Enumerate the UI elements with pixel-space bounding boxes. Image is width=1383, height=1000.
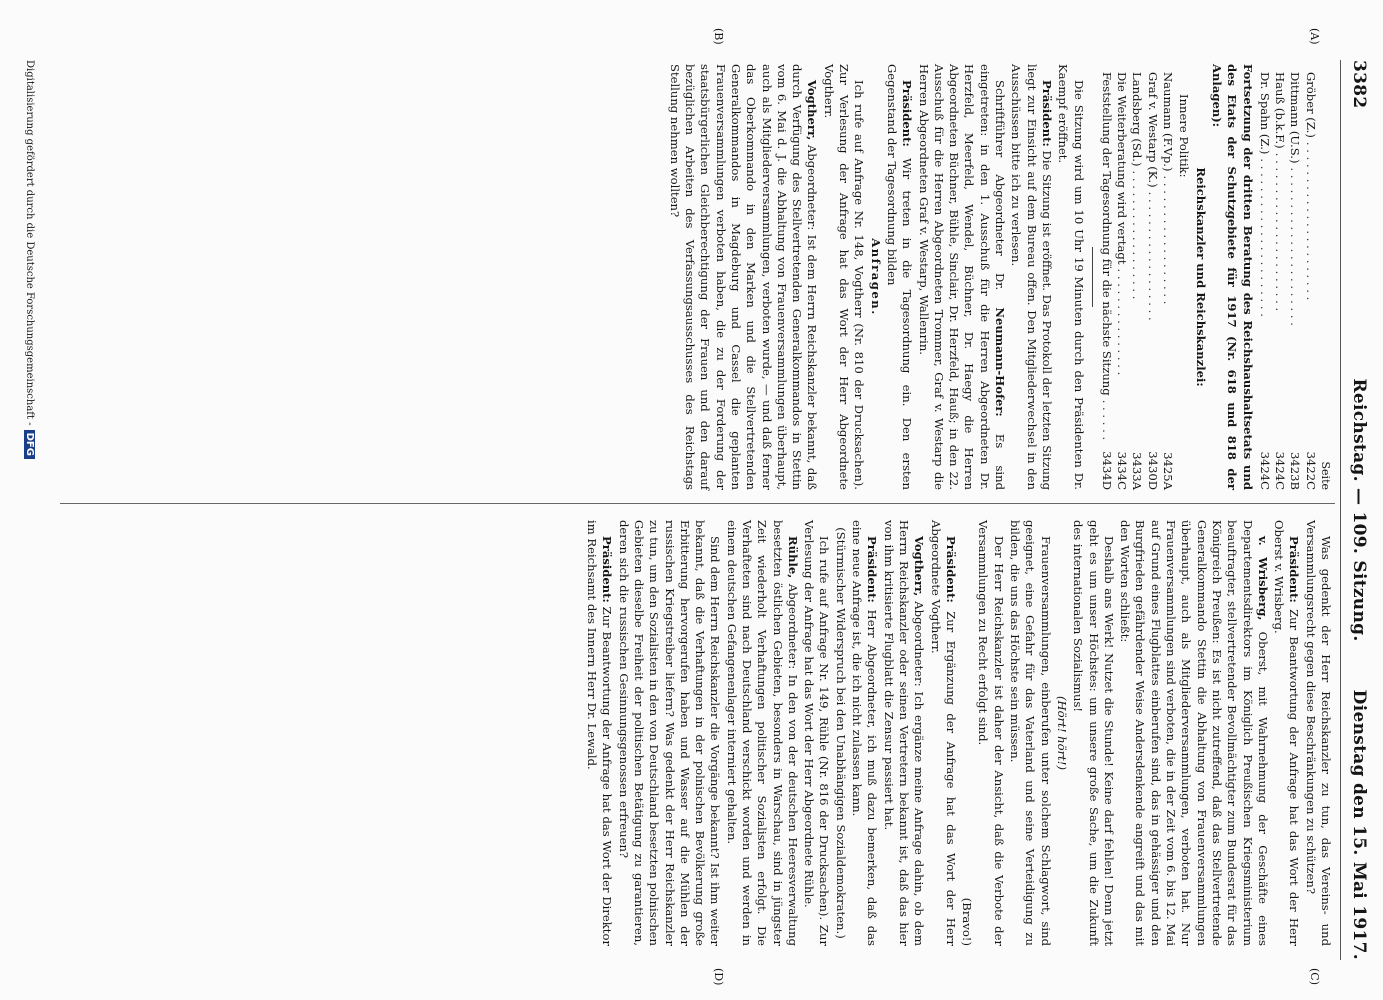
speaker-name: v. Wrisberg, [1255,536,1270,621]
footer-text: Digitalisierung gefördert durch die Deutsche Forschungsgemeinschaft - [24,60,35,426]
speech-text: Es sind eingetreten: in den 1. Ausschuß für die Herren Abgeordneten Dr. Herzfeld, Meerfeld, Wendel, Büchner, Dr. Haegy die Herren Abgeordneten Büchner, Bühle, Sinclair, Dr. Herzfeld, Hauß; in den 22. Ausschuß für die Herren Abgeordneten Trommer, Graf v. Westarp die Herren Abgeordneten Graf v. Westarp, Wallenrin. [916,64,1008,491]
page-header [1343,60,1369,960]
speech-text: Zur Ergänzung der Anfrage hat das Wort der Herr Abgeordnete Vogtherr. [928,520,958,946]
page-number: 3382 [1349,60,1369,109]
praesident-paragraph-4 [927,520,958,946]
speaker-role: Abgeordneter: [785,583,800,670]
ruehle-paragraph-2: Sind dem Herrn Reichskanzler die Vorgänge bekannt? Ist ihm weiter bekannt, daß die Verhaftungen in der polnischen Bevölkerung große Erbitterung hervorgerufen haben und Wasser auf die Mühlen der russischen Kriegstreiber liefern? Was gedenkt der Herr Reichskanzler zu tun, um den Sozialisten in den von Deutschland besetzten polnischen Gebieten dieselbe Freiheit der politischen Betätigung zu garantieren, deren sich die russischen Gesinnungsgenossen erfreuen? [616,520,723,946]
wrisberg-paragraph [1117,520,1270,946]
margin-mark-b: (B) [712,28,725,45]
anfragen-heading: Anfragen. [868,238,883,316]
interjection-hoert: (Hört! hört!) [1054,696,1069,770]
speaker-name: Präsident: [865,536,880,603]
speaker-name: Präsident: [900,80,915,147]
praesident-paragraph-1 [1008,64,1054,490]
speech-text: Die Sitzung ist eröffnet. Das Protokoll der letzten Sitzung liegt zur Einsicht auf dem Bureau offen. Den Mitgliederwechsel in den Ausschüssen bitte ich zu verlesen. [1009,64,1054,490]
header-rule [1340,60,1341,960]
toc-weiterberatung-page: 3434C [1115,451,1130,490]
eroeffnung-paragraph: Die Sitzung wird um 10 Uhr 19 Minuten durch den Präsidenten Dr. Kaempf eröffnet. [1056,64,1086,490]
speaker-name: Präsident: [943,536,958,603]
left-column [666,64,1333,490]
header-session: Reichstag. — 109. Sitzung. [1349,378,1369,642]
speaker-role: Abgeordneter: [805,144,820,231]
section-rule [1092,247,1093,307]
fortsetzung-heading: Fortsetzung der dritten Beratung des Reichshaushaltsetats und des Etats der Schutzgebiete für 1917 (Nr. 618 und 818 der Anlagen): [1209,64,1255,490]
toc-speaker: Graf v. Westarp (K.) [1145,72,1160,188]
toc-top [1257,64,1318,490]
anfrage-continuation: Was gedenkt der Herr Reichskanzler zu tun, das Vereins- und Versammlungsrecht gegen diese Beschränkungen zu schützen? [1303,520,1333,946]
speaker-name: Präsident: [600,536,615,603]
toc-row [1272,64,1287,490]
toc-dots: . . . . . . . . . . . . . . . . . . . . . . [1288,167,1303,326]
toc-dots: . . . . . . . . . . . . . . . . . . [1161,175,1176,305]
aufruf-paragraph: Ich rufe auf Anfrage Nr. 148, Vogtherr (Nr. 810 der Drucksachen). Zur Verlesung der Anfrage hat das Wort der Herr Abgeordnete Vogtherr. [821,64,867,490]
toc-speaker: Landsberg (Sd.) [1130,72,1145,167]
toc-page: 3430D [1145,451,1160,490]
margin-mark-a: (A) [1308,28,1321,45]
margin-mark-d: (D) [712,968,725,986]
vogtherr-paragraph-2 [880,520,926,946]
toc-dots: . . . . . . . . . . . . . . . . . . . . . . [1257,158,1272,317]
header-date: Dienstag den 15. Mai 1917. [1349,689,1369,960]
speech-text: In den von der deutschen Heeresverwaltung besetzten östlichen Gebieten, besonders in Warschau, sind in jüngster Zeit wiederholt Verhaftungen politischer Sozialisten erfolgt. Die Verhafteten sind nach Deutschland verschickt worden und werden in einem deutschen Gefangenenlager interniert gehalten. [724,520,800,947]
toc-row [1129,64,1144,490]
aufruf-paragraph-2: Ich rufe auf Anfrage Nr. 149, Rühle (Nr. 816 der Drucksachen). Zur Verlesung der Anfrage hat das Wort der Herr Abgeordnete Rühle. [802,520,832,946]
toc-speaker: Dr. Spahn (Z.) [1257,72,1272,155]
toc-page: 3424C [1257,451,1272,490]
right-column [583,520,1333,946]
toc-page: 3425A [1161,452,1176,490]
toc-dots: . . . . . . [1099,399,1114,441]
ruehle-paragraph [723,520,799,946]
toc-page: 3423B [1288,451,1303,490]
toc-dots: . . . . . . . . . . . . . . . . . . . . . . [1273,152,1288,312]
interjection-widerspruch: (Stürmischer Widerspruch bei den Unabhängigen Sozialdemokraten.) [833,527,848,939]
wrisberg-paragraph-3: Der Herr Reichskanzler ist daher der Ansicht, daß die Verbote der Versammlungen zu Recht erfolgt sind. [976,520,1006,946]
speech-text: Wir treten in die Tagesordnung ein. Den ersten Gegenstand der Tagesordnung bilden [884,64,915,491]
praesident-paragraph-2 [884,64,915,490]
toc-row [1287,64,1302,490]
toc-dots: . . . . . . . . . . . . . . . . . . . . . . [1303,141,1318,301]
speech-text: Herr Abgeordneter, ich muß dazu bemerken, daß das eine neue Anfrage ist, die ich nicht zulassen kann. [850,520,880,946]
toc-row [1160,64,1175,490]
toc-feststellung [1099,64,1114,490]
speaker-name: Präsident: [1287,536,1302,603]
column-divider [60,503,1335,504]
toc-speaker: Dittmann (U.S.) [1288,72,1303,164]
toc-page: 3422C [1303,451,1318,490]
speech-text: Ist dem Herrn Reichskanzler bekannt, daß durch Verfügung des Stellvertretenden Generalkommandos in Stettin vom 6. Mai d. J. die Abhaltung von Frauenversammlungen überhaupt, auch als Mitgliederversammlungen, verboten wurde, — und daß ferner das Oberkommando in den Marken und die Stellvertretenden Generalkommandos in Magdeburg und Cassel die geplanten Frauenversammlungen verboten haben, die zu der Forderung der staatsbürgerlichen Gleichberechtigung der Frauen und den darauf bezüglichen Arbeiten des Verfassungsausschusses des Reichstags Stellung nehmen wollten? [667,64,820,490]
speaker-role: Oberst, mit Wahrnehmung der Geschäfte eines Departementsdirektors im Königlich Preußischen Kriegsministerium beauftragter, stellvertretender Bevollmächtigter zum Bundesrat für das Königreich Preußen: [1209,520,1270,947]
toc-bottom [1129,64,1175,490]
toc-page: 3424C [1273,451,1288,490]
interjection-bravo: (Bravo!) [960,897,975,946]
toc-page: 3433A [1130,452,1145,490]
speech-text: Zur Beantwortung der Anfrage hat das Wort der Herr Oberst v. Wrisberg. [1272,520,1302,946]
toc-speaker: Hauß (b.k.F.) [1273,72,1288,149]
flugblatt-quote: Deshalb ans Werk! Nutzet die Stunde! Keine darf fehlen! Denn jetzt geht es um unser Höchstes: um unsere große Sache, um die Zukunft des internationalen Sozialismus! [1071,520,1116,946]
toc-row [1144,64,1159,490]
vogtherr-paragraph [667,64,820,490]
speaker-name: Vogtherr, [805,80,820,141]
praesident-paragraph-5 [849,520,880,946]
dfg-logo: DFG [24,430,35,459]
toc-row [1302,64,1317,490]
speaker-prefix: Schriftführer Abgeordneter Dr. [993,80,1008,291]
toc-feststellung-text: Feststellung der Tagesordnung für die nächste Sitzung [1099,72,1114,396]
toc-feststellung-page: 3434D [1099,451,1114,490]
praesident-paragraph-6 [584,520,615,946]
speaker-name: Präsident: [1039,80,1054,147]
toc-speaker: Naumann (F.Vp.) [1161,72,1176,172]
wrisberg-paragraph-2: Frauenversammlungen, einberufen unter solchem Schlagwort, sind geeignet, eine Gefahr für das Vaterland und seine Verteidigung zu bilden, die uns das Höchste sein müssen. [1008,520,1053,946]
reichskanzler-heading: Reichskanzler und Reichskanzlei: [1193,167,1208,387]
toc-dots: . . . . . . . . . . . . . . . [1115,268,1130,376]
praesident-paragraph-3 [1271,520,1302,946]
speech-text: Abgeordneter: Ich ergänze meine Anfrage dahin, ob dem Herrn Reichskanzler oder seinen Vertretern bekannt ist, daß das hier von ihm kritisierte Flugblatt die Zensur passiert hat. [881,520,927,946]
speech-text: Zur Beantwortung der Anfrage hat das Wort der Direktor im Reichsamt des Innern Herr Dr. Lewald. [585,520,615,946]
margin-mark-c: (C) [1308,968,1321,985]
innere-politik-heading: Innere Politik: [1177,94,1192,178]
digitization-footer [24,60,35,459]
toc-weiterberatung [1114,64,1129,490]
toc-weiterberatung-text: Die Weiterberatung wird vertagt [1115,72,1130,265]
speaker-name: Vogtherr, [912,536,927,597]
speech-text: Es ist nicht zutreffend, daß das Stellvertretende Generalkommando Stettin die Abhaltung von Frauenversammlungen überhaupt, auch als Mitgliederversammlungen, verboten hat. Nur Frauenversammlungen sind verboten, die in der Zeit vom 6. bis 12. Mai auf Grund eines Flugblattes einberufen sind, das in gehässiger und den Burgfrieden gefährdender Weise Andersdenkende angreift und das mit den Worten schließt: [1118,520,1224,946]
toc-dots: . . . . . . . . . . . . . . . . . . [1130,170,1145,300]
seite-label: Seite [1319,461,1332,490]
toc-speaker: Gröber (Z.) [1303,72,1318,138]
speaker-name: Neumann-Hofer: [993,307,1008,417]
speaker-name: Rühle, [785,536,800,579]
schriftfuehrer-paragraph [915,64,1007,490]
toc-row [1257,64,1272,490]
toc-dots: . . . . . . . . . . . . . . . . . . [1145,191,1160,321]
